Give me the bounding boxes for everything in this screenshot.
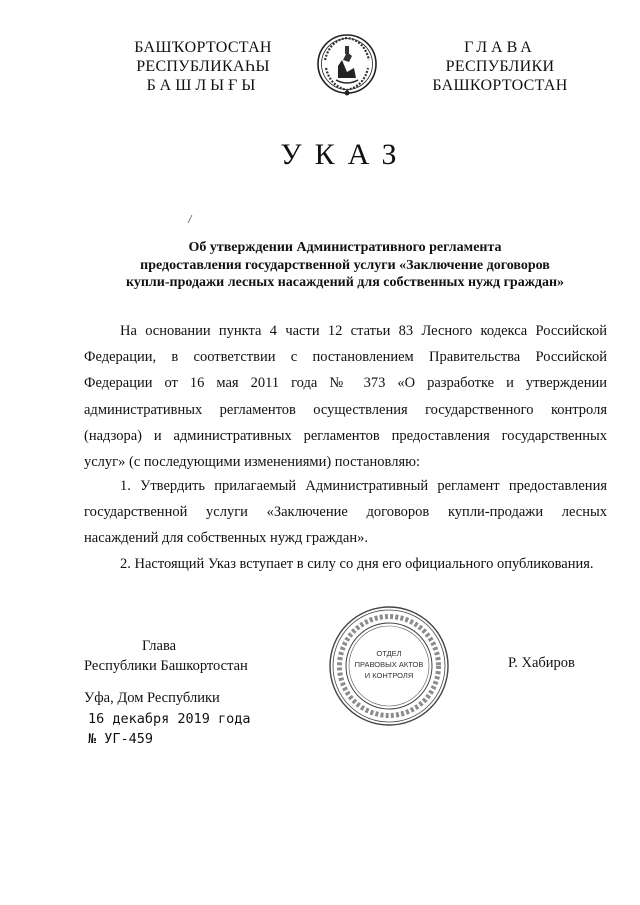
official-stamp-icon xyxy=(327,604,451,728)
header-right-line-2: РЕСПУБЛИКИ xyxy=(445,58,555,75)
issue-details xyxy=(88,709,251,749)
paragraph-item-2: 2. Настоящий Указ вступает в силу со дня его официального опубликования. xyxy=(120,556,594,572)
header-left-line-2: РЕСПУБЛИКАҺЫ xyxy=(136,58,270,75)
header-russian xyxy=(410,38,590,95)
header-left-line-1: БАШҠОРТОСТАН xyxy=(134,39,272,56)
document-subject xyxy=(70,239,620,292)
subject-line-3: купли-продажи лесных насаждений для собственных нужд граждан» xyxy=(125,275,565,290)
signatory-name: Р. Хабиров xyxy=(508,655,575,671)
paragraph-item-1: 1. Утвердить прилагаемый Административный регламент предоставления государственной услуги «Заключение договоров купли-продажи лесных насаждений для собственных нужд граждан». xyxy=(84,478,607,547)
subject-line-1: Об утверждении Административного регламента xyxy=(188,240,502,255)
stamp-line-3: И КОНТРОЛЯ xyxy=(364,671,414,680)
stray-mark-icon xyxy=(186,214,194,224)
issue-number: № УГ-459 xyxy=(88,731,154,747)
stamp-line-2: ПРАВОВЫХ АКТОВ xyxy=(354,660,424,669)
paragraph-preamble: На основании пункта 4 части 12 статьи 83 Лесного кодекса Российской Федерации, в соответствии с постановлением Правительства Российской Федерации от 16 мая 2011 года № 373 «О разработке и утверждении административных регламентов осуществления государственного контроля (надзора) и административных регламентов предоставления государственных услуг» (с последующими изменениями) постановляю: xyxy=(84,323,607,471)
header-right-line-1: ГЛАВА xyxy=(464,39,536,56)
stamp-line-1: ОТДЕЛ xyxy=(376,649,402,658)
header-right-line-3: БАШКОРТОСТАН xyxy=(432,77,568,94)
header-bashkir xyxy=(108,38,298,95)
subject-line-2: предоставления государственной услуги «Заключение договоров xyxy=(140,257,550,273)
signatory-title-line-2: Республики Башкортостан xyxy=(84,658,248,674)
issue-place: Уфа, Дом Республики xyxy=(84,690,220,706)
header-left-line-3: БАШЛЫҒЫ xyxy=(146,77,260,94)
coat-of-arms-icon xyxy=(316,32,378,98)
issue-date: 16 декабря 2019 года xyxy=(88,711,251,727)
signatory-title-line-1: Глава xyxy=(142,638,177,654)
signatory-title xyxy=(84,636,248,676)
document-type-title: УКАЗ xyxy=(280,138,410,171)
